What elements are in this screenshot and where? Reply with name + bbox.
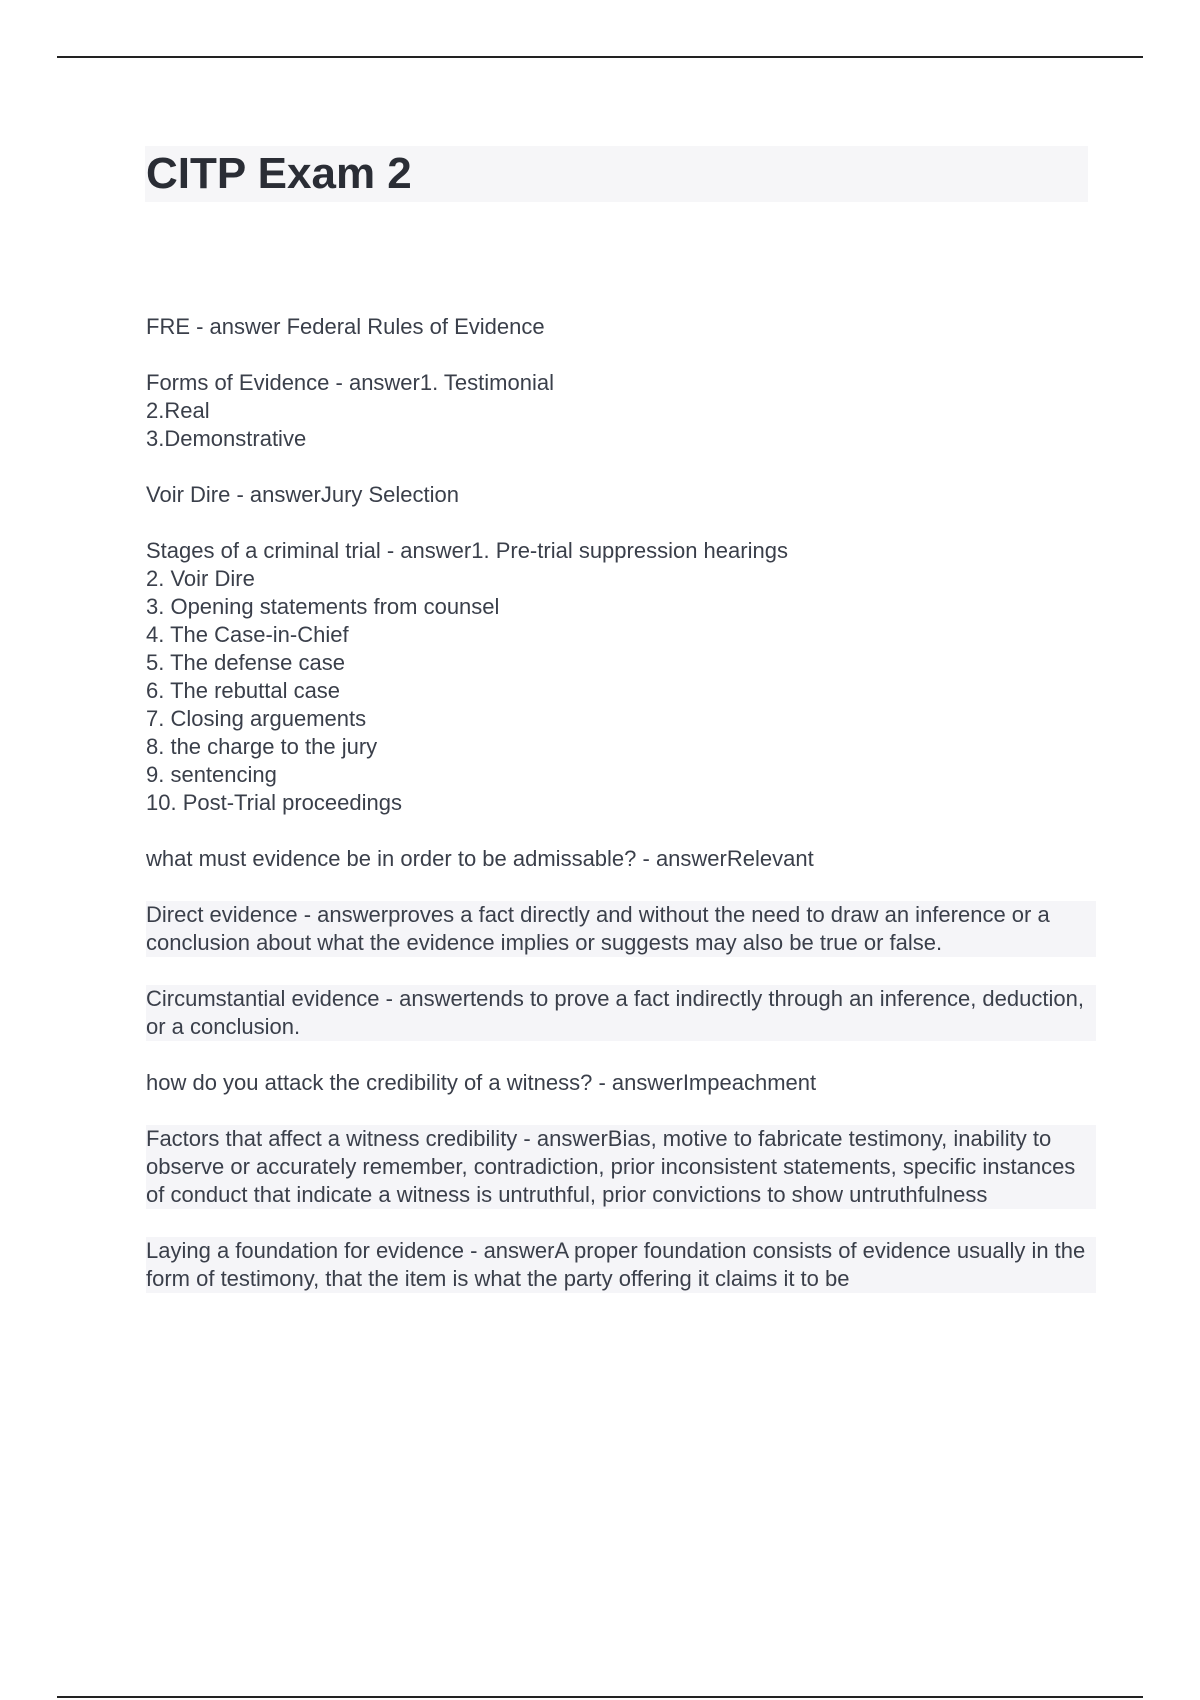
qa-line: Forms of Evidence - answer1. Testimonial [146,370,554,395]
qa-entry-stages-of-trial [146,537,1096,817]
qa-line: 3.Demonstrative [146,426,307,451]
qa-entry-direct-evidence [146,901,1096,957]
qa-entry-foundation [146,1237,1096,1293]
qa-paragraph: Factors that affect a witness credibility - answerBias, motive to fabricate testimony, inability to observe or accurately remember, contradiction, prior inconsistent statements, specific instances of conduct that indicate a witness is untruthful, prior convictions to show untruthfulness [146,1125,1096,1209]
qa-paragraph: Laying a foundation for evidence - answerA proper foundation consists of evidence usually in the form of testimony, that the item is what the party offering it claims it to be [146,1237,1096,1293]
qa-paragraph: Direct evidence - answerproves a fact directly and without the need to draw an inference or a conclusion about what the evidence implies or suggests may also be true or false. [146,901,1096,957]
qa-entry-forms-of-evidence [146,369,1096,453]
qa-line: 8. the charge to the jury [146,734,378,759]
qa-line: 6. The rebuttal case [146,678,341,703]
qa-line: 4. The Case-in-Chief [146,622,349,647]
qa-line: 10. Post-Trial proceedings [146,790,402,815]
qa-entry-impeachment [146,1069,1096,1097]
qa-line: Voir Dire - answerJury Selection [146,482,460,507]
qa-line: 2. Voir Dire [146,566,255,591]
qa-line: 9. sentencing [146,762,277,787]
qa-entry-fre [146,313,1096,341]
qa-line: FRE - answer Federal Rules of Evidence [146,314,545,339]
bottom-rule [57,1696,1143,1698]
qa-line: what must evidence be in order to be admissable? - answerRelevant [146,846,814,871]
top-rule [57,56,1143,58]
qa-line: 7. Closing arguements [146,706,367,731]
qa-line: 5. The defense case [146,650,345,675]
qa-entry-admissable [146,845,1096,873]
page-title: CITP Exam 2 [146,149,412,198]
qa-entry-witness-credibility [146,1125,1096,1209]
qa-paragraph: Circumstantial evidence - answertends to prove a fact indirectly through an inference, deduction, or a conclusion. [146,985,1096,1041]
qa-line: how do you attack the credibility of a witness? - answerImpeachment [146,1070,817,1095]
qa-entry-voir-dire [146,481,1096,509]
qa-list [146,313,1096,1321]
qa-line: Stages of a criminal trial - answer1. Pre-trial suppression hearings [146,538,788,563]
qa-entry-circumstantial-evidence [146,985,1096,1041]
qa-line: 3. Opening statements from counsel [146,594,500,619]
qa-line: 2.Real [146,398,210,423]
